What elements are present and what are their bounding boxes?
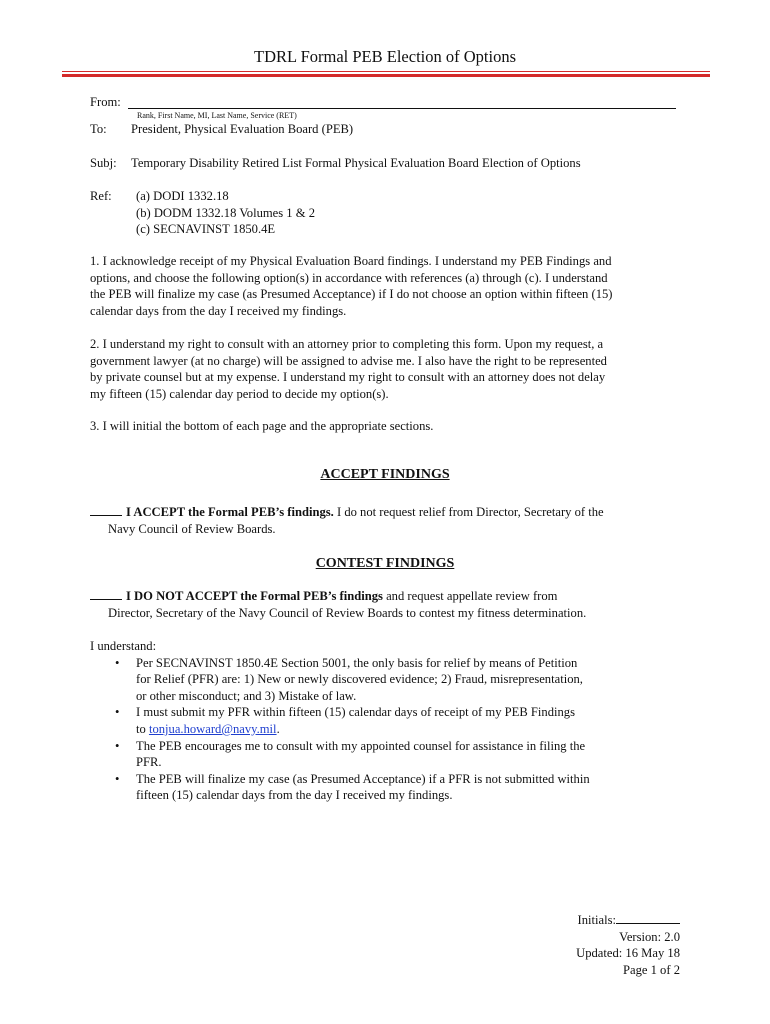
bullet-icon: • <box>115 705 120 720</box>
paragraph-line: calendar days from the day I received my findings. <box>90 303 347 318</box>
ref-list <box>136 188 315 238</box>
list-item: • Per SECNAVINST 1850.4E Section 5001, the only basis for relief by means of Petition for Relief (PFR) are: 1) New or newly discovered evidence; 2) Fraud, misrepresentation, or other misconduct; and 3) Mistake of law. <box>115 655 583 703</box>
understand-intro: I understand: <box>90 639 157 653</box>
list-item: • The PEB will finalize my case (as Presumed Acceptance) if a PFR is not submitted within fifteen (15) calendar days from the day I received my findings. <box>115 771 590 803</box>
accept-statement-rest: I do not request relief from Director, Secretary of the <box>333 505 604 519</box>
updated-text: Updated: 16 May 18 <box>576 946 680 961</box>
ref-item: (c) SECNAVINST 1850.4E <box>136 222 276 237</box>
paragraph-line: options, and choose the following option(s) in accordance with references (a) through (c). I understand <box>90 270 608 285</box>
accept-findings-option <box>90 504 680 537</box>
contest-statement-bold: I DO NOT ACCEPT the Formal PEB’s findings <box>126 589 383 603</box>
contest-findings-heading: CONTEST FINDINGS <box>315 556 455 571</box>
to-value: President, Physical Evaluation Board (PEB) <box>131 122 354 136</box>
paragraph-line: 1. I acknowledge receipt of my Physical Evaluation Board findings. I understand my PEB Findings and <box>90 254 612 268</box>
page-number: Page 1 of 2 <box>622 962 680 977</box>
to-label: To: <box>90 122 107 136</box>
paragraph-2 <box>90 336 680 402</box>
bullet-icon: • <box>115 738 120 753</box>
header-rule-thick <box>62 74 710 77</box>
initials-label: Initials: <box>577 913 616 927</box>
paragraph-line: 2. I understand my right to consult with an attorney prior to completing this form. Upon my request, a <box>90 337 604 351</box>
ref-item: (a) DODI 1332.18 <box>136 189 229 203</box>
accept-statement-line2: Navy Council of Review Boards. <box>108 521 276 536</box>
bullet-icon: • <box>115 771 120 786</box>
header-rule-thin <box>62 71 710 72</box>
paragraph-1 <box>90 253 680 319</box>
subj-value: Temporary Disability Retired List Formal Physical Evaluation Board Election of Options <box>131 156 581 170</box>
page-footer <box>576 912 680 978</box>
list-item: • The PEB encourages me to consult with my appointed counsel for assistance in filing the PFR. <box>115 738 586 770</box>
paragraph-line: by private counsel but at my expense. I understand my right to consult with an attorney does not delay <box>90 370 606 385</box>
understand-list <box>90 655 680 804</box>
contest-initial-blank[interactable] <box>90 588 122 600</box>
paragraph-line: the PEB will finalize my case (as Presumed Acceptance) if I do not choose an option within fifteen (15) <box>90 287 613 302</box>
paragraph-line: my fifteen (15) calendar day period to decide my option(s). <box>90 386 389 401</box>
contest-statement-rest: and request appellate review from <box>382 589 558 603</box>
paragraph-3: 3. I will initial the bottom of each page and the appropriate sections. <box>90 419 434 433</box>
bullet-icon: • <box>115 655 120 670</box>
from-caption: Rank, First Name, MI, Last Name, Service (RET) <box>137 111 297 120</box>
subj-label: Subj: <box>90 156 117 170</box>
from-field[interactable] <box>128 94 676 109</box>
from-label: From: <box>90 95 121 109</box>
understand-section <box>90 638 680 804</box>
initials-field[interactable] <box>616 912 680 924</box>
ref-item: (b) DODM 1332.18 Volumes 1 & 2 <box>136 205 315 220</box>
accept-initial-blank[interactable] <box>90 504 122 516</box>
list-item: • I must submit my PFR within fifteen (15) calendar days of receipt of my PEB Findings to tonjua.howard@navy.mil. <box>115 705 575 736</box>
page-title: TDRL Formal PEB Election of Options <box>254 47 516 66</box>
accept-findings-heading: ACCEPT FINDINGS <box>320 467 450 482</box>
version-text: Version: 2.0 <box>619 929 680 944</box>
contest-findings-option <box>90 588 680 621</box>
paragraph-line: government lawyer (at no charge) will be assigned to advise me. I also have the right to be represented <box>90 353 607 368</box>
accept-statement-bold: I ACCEPT the Formal PEB’s findings. <box>126 505 334 519</box>
contest-statement-line2: Director, Secretary of the Navy Council of Review Boards to contest my fitness determination. <box>108 605 587 620</box>
email-link[interactable]: tonjua.howard@navy.mil <box>148 721 277 736</box>
ref-label: Ref: <box>90 189 112 203</box>
